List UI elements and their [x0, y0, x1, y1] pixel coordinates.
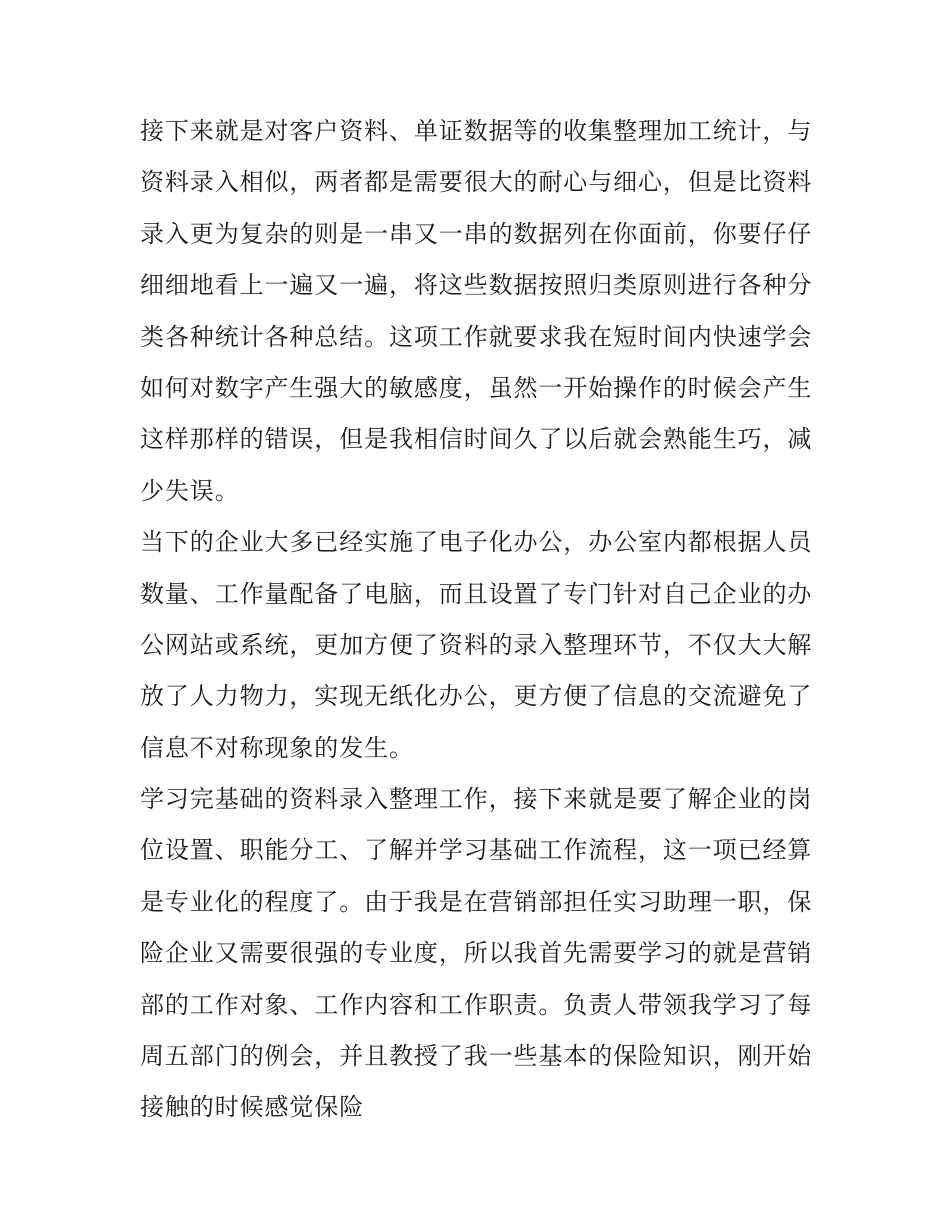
text-line: 险企业又需要很强的专业度，所以我首先需要学习的就是营销: [140, 939, 813, 968]
text-line: 类各种统计各种总结。这项工作就要求我在短时间内快速学会: [140, 322, 813, 351]
text-line: 接下来就是对客户资料、单证数据等的收集整理加工统计，与: [140, 117, 813, 145]
text-line: 细细地看上一遍又一遍，将这些数据按照归类原则进行各种分: [140, 271, 813, 300]
text-line: 放了人力物力，实现无纸化办公，更方便了信息的交流避免了: [140, 682, 813, 711]
text-line: 位设置、职能分工、了解并学习基础工作流程，这一项已经算: [140, 836, 813, 865]
text-line: 学习完基础的资料录入整理工作，接下来就是要了解企业的岗: [140, 785, 813, 814]
text-line: 公网站或系统，更加方便了资料的录入整理环节，不仅大大解: [140, 630, 813, 659]
body-text: [140, 106, 820, 1134]
text-line: 接触的时候感觉保险: [140, 1093, 365, 1122]
text-line: 资料录入相似，两者都是需要很大的耐心与细心，但是比资料: [140, 168, 813, 197]
text-line: 数量、工作量配备了电脑，而且设置了专门针对自己企业的办: [140, 579, 813, 608]
text-line: 是专业化的程度了。由于我是在营销部担任实习助理一职，保: [140, 887, 813, 916]
text-line: 部的工作对象、工作内容和工作职责。负责人带领我学习了每: [140, 990, 813, 1019]
text-line: 录入更为复杂的则是一串又一串的数据列在你面前，你要仔仔: [140, 219, 813, 248]
text-line: 周五部门的例会，并且教授了我一些基本的保险知识，刚开始: [140, 1042, 813, 1071]
text-line: 如何对数字产生强大的敏感度，虽然一开始操作的时候会产生: [140, 373, 813, 402]
text-line: 少失误。: [140, 476, 240, 505]
text-line: 当下的企业大多已经实施了电子化办公，办公室内都根据人员: [140, 528, 813, 557]
text-line: 这样那样的错误，但是我相信时间久了以后就会熟能生巧，减: [140, 425, 813, 454]
text-line: 信息不对称现象的发生。: [140, 733, 414, 762]
